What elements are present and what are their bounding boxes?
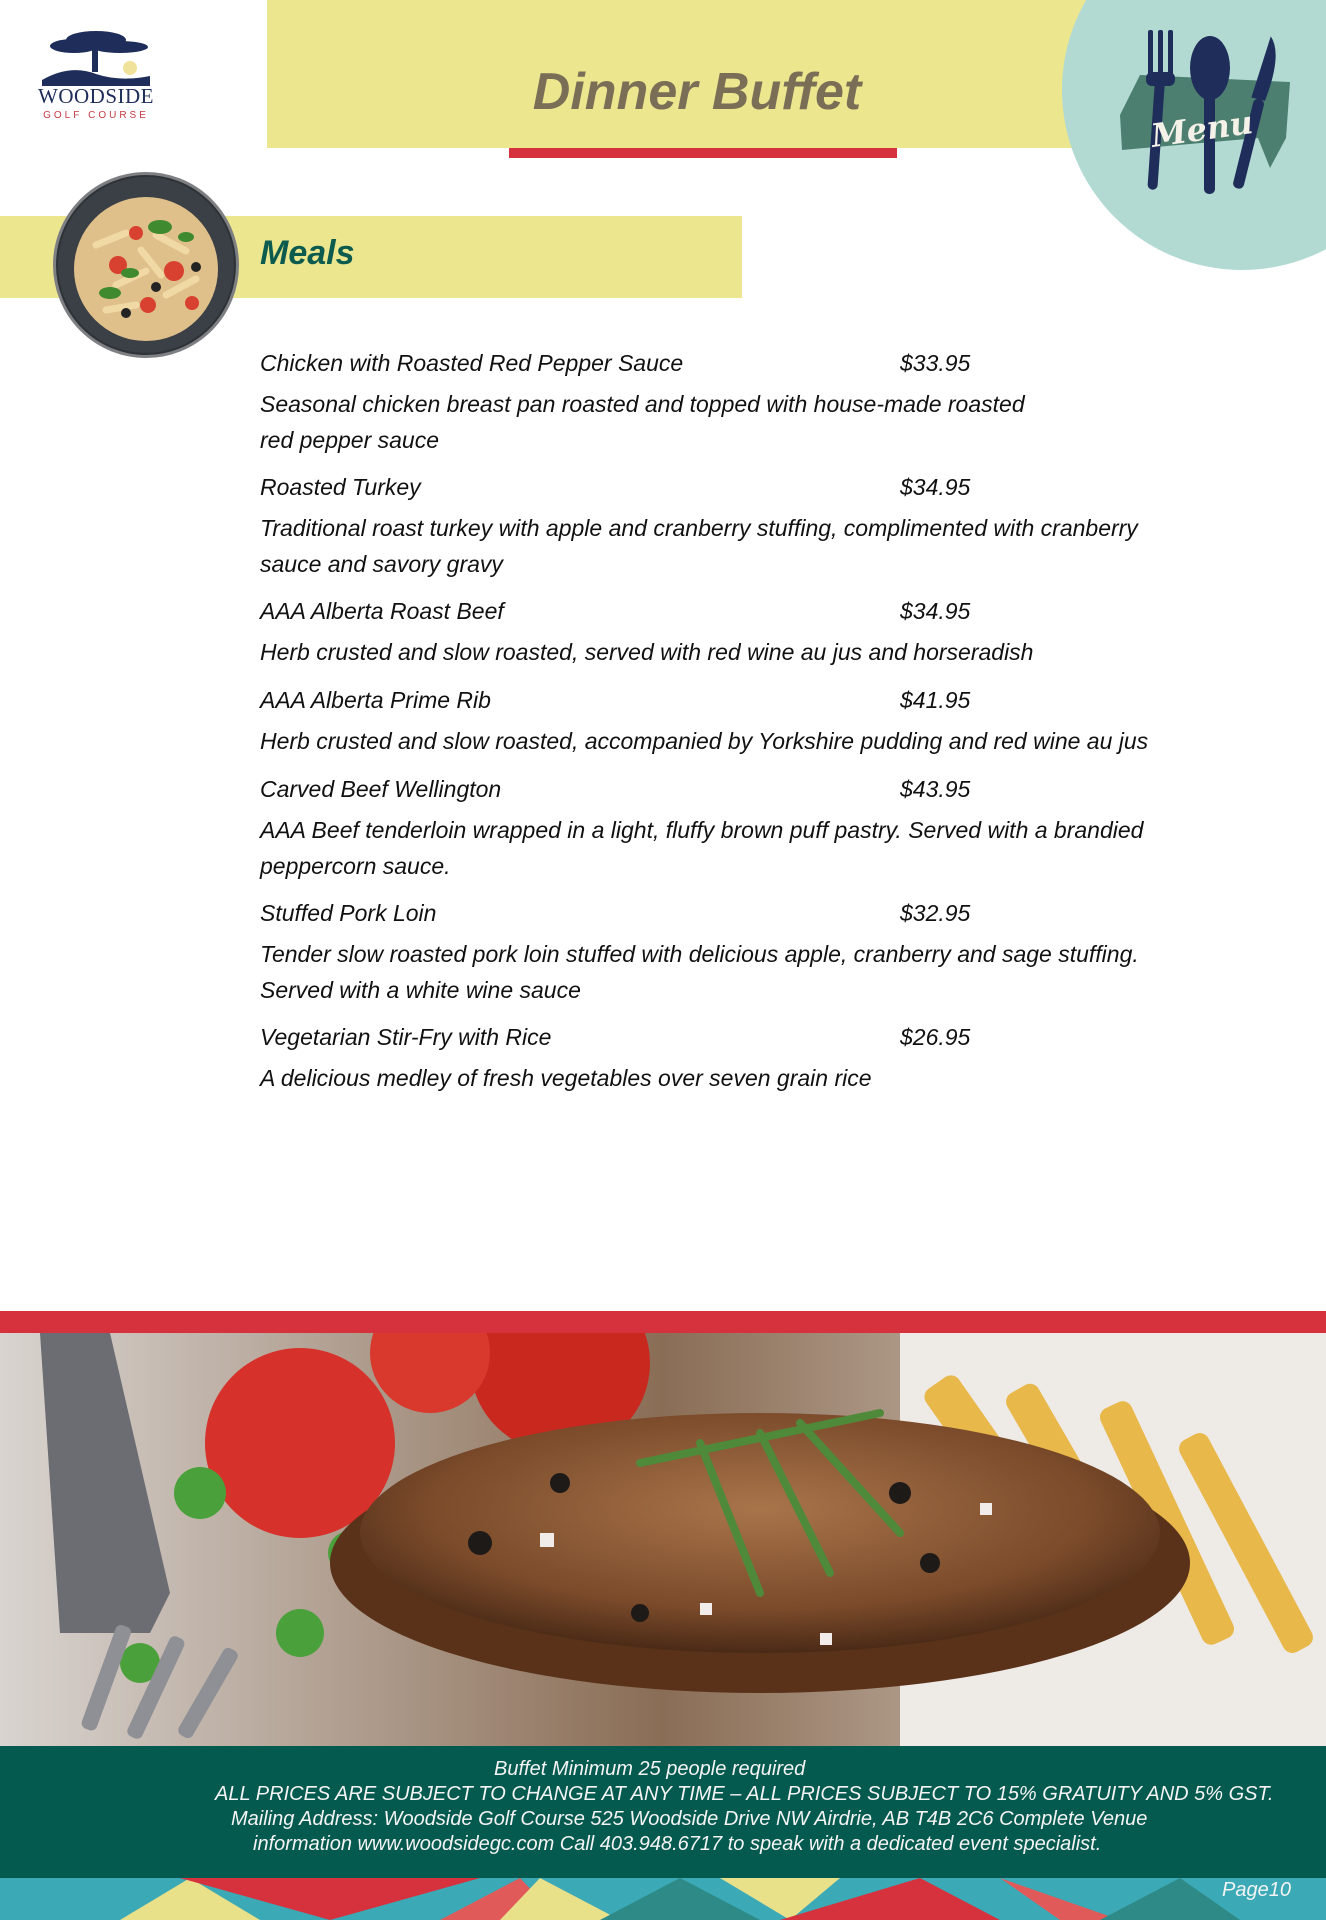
logo-sub-text: GOLF COURSE [43,110,149,121]
menu-badge-label: Menu [1148,103,1256,155]
section-heading: Meals [260,234,355,272]
page-number: Page10 [1222,1879,1291,1901]
menu-item-price: $26.95 [900,1024,971,1050]
menu-item-description: Tender slow roasted pork loin stuffed with delicious apple, cranberry and sage stuffing. Served with a white wine sauce [260,941,1139,1003]
tree-logo-icon [40,28,152,86]
footer-address-text: Mailing Address: Woodside Golf Course 525 Woodside Drive NW Airdrie, AB T4B 2C6 Complete Venue [231,1808,1148,1830]
menu-item-name: Roasted Turkey [260,474,421,500]
page-title: Dinner Buffet [532,63,862,121]
menu-item-description: Traditional roast turkey with apple and cranberry stuffing, complimented with cranberry sauce and savory gravy [260,515,1138,577]
footer-band [0,1746,1326,1878]
menu-item-description: A delicious medley of fresh vegetables over seven grain rice [260,1065,872,1091]
decorative-triangle-band [0,1878,1326,1920]
menu-item-name: Carved Beef Wellington [260,776,502,802]
menu-item-name: Vegetarian Stir-Fry with Rice [260,1024,552,1050]
footer-red-strip [0,1311,1326,1333]
menu-item-price: $41.95 [900,687,971,713]
menu-item-name: AAA Alberta Prime Rib [260,687,491,713]
footer-contact-text: information www.woodsidegc.com Call 403.948.6717 to speak with a dedicated event specialist. [253,1833,1102,1855]
menu-item-name: AAA Alberta Roast Beef [260,598,504,624]
menu-item-price: $32.95 [900,900,971,926]
menu-item-price: $34.95 [900,474,971,500]
menu-item-name: Chicken with Roasted Red Pepper Sauce [260,350,684,376]
steak-photo-image [0,1333,1326,1746]
menu-item-description: Herb crusted and slow roasted, served with red wine au jus and horseradish [260,639,1034,665]
woodside-logo [34,28,158,128]
menu-item-price: $43.95 [900,776,971,802]
footer-minimum-text: Buffet Minimum 25 people required [494,1758,806,1780]
menu-item-description: Herb crusted and slow roasted, accompanied by Yorkshire pudding and red wine au jus [260,728,1149,754]
pasta-dish-image [53,172,239,358]
menu-item-price: $33.95 [900,350,971,376]
menu-item-description: AAA Beef tenderloin wrapped in a light, fluffy brown puff pastry. Served with a brandied peppercorn sauce. [260,817,1144,879]
logo-brand-text: WOODSIDE [38,84,154,108]
menu-item-price: $34.95 [900,598,971,624]
footer-prices-text: ALL PRICES ARE SUBJECT TO CHANGE AT ANY TIME – ALL PRICES SUBJECT TO 15% GRATUITY AND 5% GST. [215,1783,1274,1805]
menu-item-name: Stuffed Pork Loin [260,900,437,926]
menu-item-description: Seasonal chicken breast pan roasted and topped with house-made roasted red pepper sauce [260,391,1025,453]
title-underline [509,148,897,158]
